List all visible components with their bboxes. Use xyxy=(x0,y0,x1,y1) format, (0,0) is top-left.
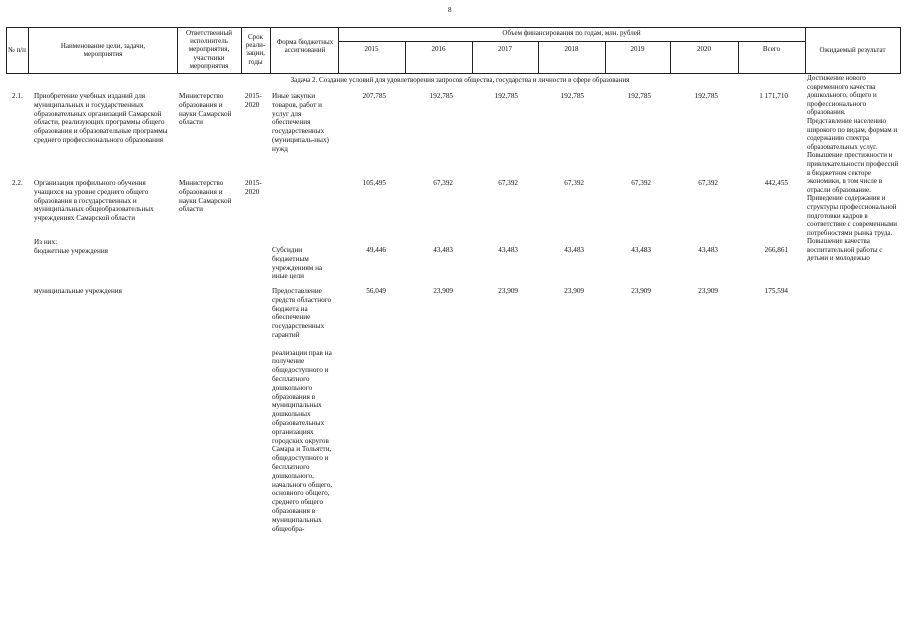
funding-header-divider xyxy=(338,41,805,42)
row-value-2019: 43,483 xyxy=(631,246,651,254)
header-term: Срок реали-зации, годы xyxy=(245,33,266,66)
row-name: Из них: бюджетные учреждения xyxy=(34,238,108,255)
row-value-2016: 23,909 xyxy=(433,287,453,295)
row-name: Приобретение учебных изданий для муниципальных и государственных образовательных организаций Самарской области, реализующих программы общего образования и образовательные программы среднего профессионального образования xyxy=(34,92,168,144)
row-number: 2.1. xyxy=(12,92,23,100)
row-value-2019: 23,909 xyxy=(631,287,651,295)
col-divider xyxy=(177,27,178,74)
header-2017: 2017 xyxy=(498,45,512,53)
header-funding: Объем финансирования по годам, млн. рублей xyxy=(502,29,641,37)
col-divider xyxy=(241,27,242,74)
row-value-2020: 67,392 xyxy=(698,179,718,187)
row-term: 2015- 2020 xyxy=(245,92,262,109)
row-value-2018: 43,483 xyxy=(564,246,584,254)
row-value-total: 175,594 xyxy=(764,287,788,295)
table-top-border xyxy=(6,27,901,28)
row-value-2015: 56,049 xyxy=(366,287,386,295)
row-value-2015: 207,785 xyxy=(362,92,386,100)
row-value-2015: 105,495 xyxy=(362,179,386,187)
col-divider xyxy=(28,27,29,74)
header-2020: 2020 xyxy=(697,45,711,53)
task-title: Задача 2. Создание условий для удовлетворения запросов общества, государства и личности в сфере образования xyxy=(290,76,630,84)
row-value-2019: 67,392 xyxy=(631,179,651,187)
row-value-2018: 67,392 xyxy=(564,179,584,187)
page-number: 8 xyxy=(448,6,452,14)
row-value-2017: 192,785 xyxy=(494,92,518,100)
row-value-total: 266,861 xyxy=(764,246,788,254)
row-value-2020: 192,785 xyxy=(694,92,718,100)
row-value-2017: 67,392 xyxy=(498,179,518,187)
row-value-2018: 192,785 xyxy=(560,92,584,100)
row-number: 2.2. xyxy=(12,179,23,187)
header-executor: Ответственный исполнитель мероприятия, участники мероприятия xyxy=(185,29,233,70)
row-value-2020: 43,483 xyxy=(698,246,718,254)
header-num: № п/п xyxy=(8,46,26,54)
row-value-2018: 23,909 xyxy=(564,287,584,295)
header-result: Ожидаемый результат xyxy=(819,46,886,54)
row-name: Организация профильного обучения учащихся на уровне среднего общего образования в государственных и муниципальных общеобразовательных учреждениях Самарской области xyxy=(34,179,154,223)
row-form: Предоставление средств областного бюджета на обеспечение государственных гарантий реализации прав на получение общедоступного и бесплатного дошкольного образования в муниципальных дошкольных образовательных организациях городских округов Самара и Тольятти, общедоступного и бесплатного дошкольного, начального общего, основного общего, среднего общего образования в муниципальных общеобра- xyxy=(272,287,333,533)
row-term: 2015- 2020 xyxy=(245,179,262,196)
header-bottom-border xyxy=(6,73,901,74)
row-value-2017: 43,483 xyxy=(498,246,518,254)
header-2015: 2015 xyxy=(364,45,379,53)
col-divider xyxy=(270,27,271,74)
row-form: Иные закупки товаров, работ и услуг для обеспечения государственных (муниципаль-ных) нужд xyxy=(272,92,329,153)
row-value-total: 1 171,710 xyxy=(759,92,788,100)
row-value-total: 442,455 xyxy=(764,179,788,187)
header-2016: 2016 xyxy=(431,45,446,53)
row-form: Субсидии бюджетным учреждениям на иные цели xyxy=(272,246,323,281)
header-total: Всего xyxy=(762,45,781,53)
row-value-2016: 43,483 xyxy=(433,246,453,254)
row-value-2016: 67,392 xyxy=(433,179,453,187)
row-value-2019: 192,785 xyxy=(627,92,651,100)
header-2019: 2019 xyxy=(630,45,645,53)
row-value-2017: 23,909 xyxy=(498,287,518,295)
row-executor: Министерство образования и науки Самарской области xyxy=(179,92,232,127)
row-executor: Министерство образования и науки Самарской области xyxy=(179,179,232,214)
row-name: муниципальные учреждения xyxy=(34,287,122,295)
header-2018: 2018 xyxy=(564,45,579,53)
header-name: Наименование цели, задачи, мероприятия xyxy=(60,42,146,59)
expected-result: Достижение нового современного качества дошкольного, общего и профессионального образования. Представление населению широкого по видам, формам и содержанию спектра образовательных услуг. Повышение престижности и привлекательности профессий в бюджетном секторе экономики, в том числе в отрасли образование. Приведение содержания и структуры профессиональной подготовки кадров в соответствие с современными потребностями рынка труда. Повышение качества воспитательной работы с детьми и молодежью xyxy=(807,74,899,263)
row-value-2020: 23,909 xyxy=(698,287,718,295)
row-value-2016: 192,785 xyxy=(429,92,453,100)
col-divider xyxy=(900,27,901,74)
header-form: Форма бюджетных ассигнований xyxy=(276,38,334,55)
row-value-2015: 49,446 xyxy=(366,246,386,254)
